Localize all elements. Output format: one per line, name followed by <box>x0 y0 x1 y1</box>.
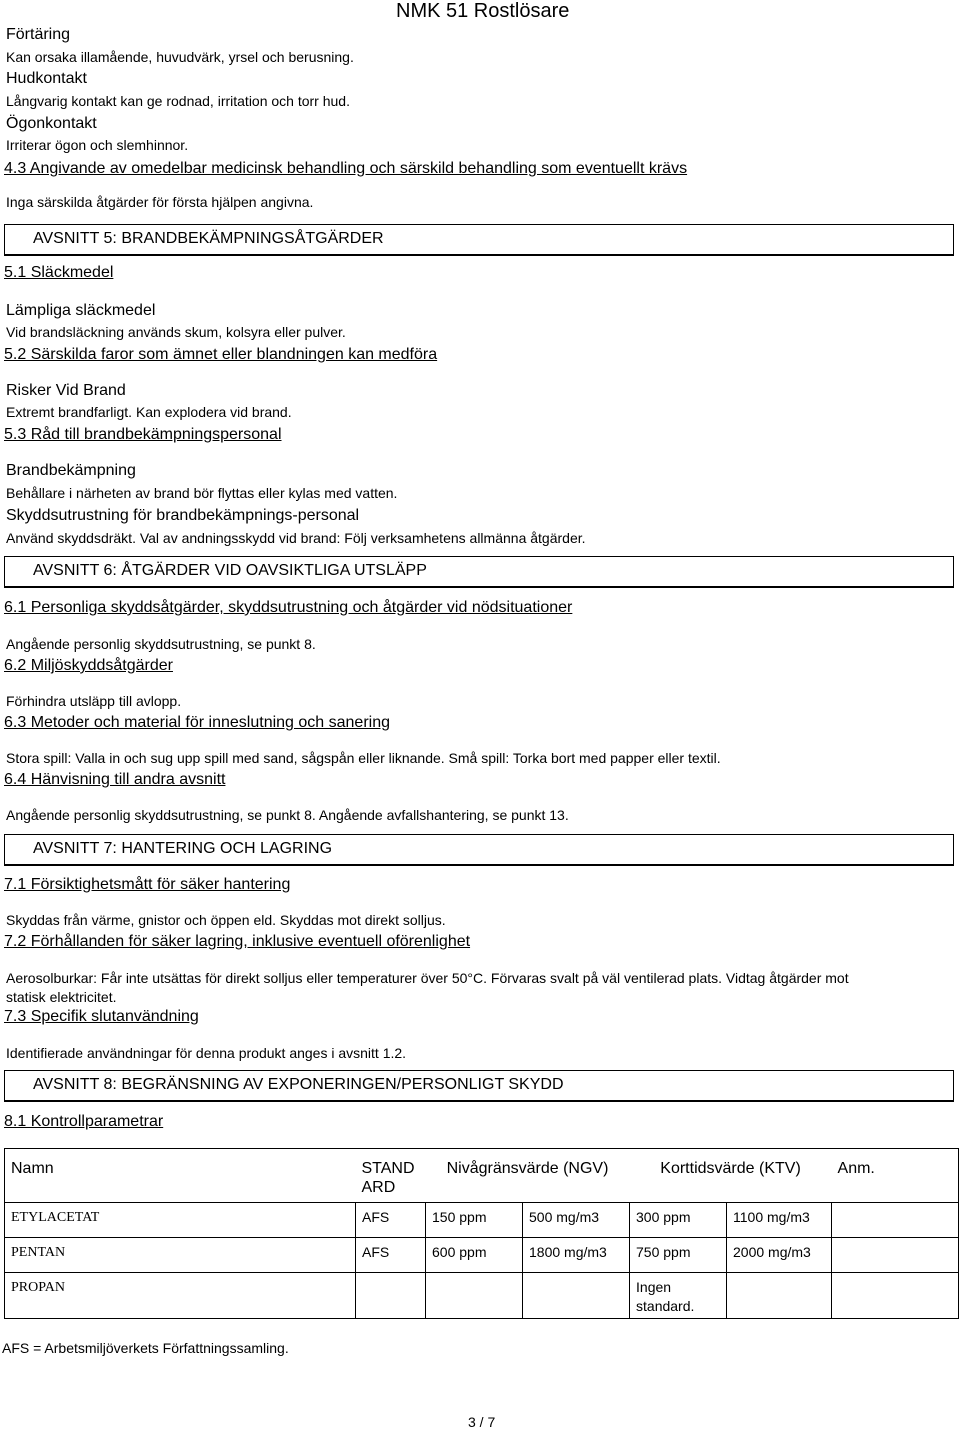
section-7-header <box>4 834 954 866</box>
ingestion-label: Förtäring <box>6 26 71 43</box>
table-header-row <box>5 1149 959 1203</box>
subsection-6-3-heading: 6.3 Metoder och material för inneslutning och sanering <box>4 714 390 731</box>
cell-ngv-ppm <box>426 1273 523 1319</box>
subsection-6-4-text: Angående personlig skyddsutrustning, se punkt 8. Angående avfallshantering, se punkt 13. <box>6 807 569 823</box>
subsection-5-1-heading: 5.1 Släckmedel <box>4 264 114 281</box>
subsection-6-2-text: Förhindra utsläpp till avlopp. <box>6 693 182 709</box>
firefighting-text: Behållare i närheten av brand bör flyttas eller kylas med vatten. <box>6 485 398 501</box>
ingestion-text: Kan orsaka illamående, huvudvärk, yrsel och berusning. <box>6 49 354 65</box>
cell-ngv-mg: 500 mg/m3 <box>523 1203 630 1238</box>
subsection-7-1-heading: 7.1 Försiktighetsmått för säker hantering <box>4 876 291 893</box>
cell-ngv-ppm: 600 ppm <box>426 1238 523 1273</box>
cell-ktv-ppm: Ingen standard. <box>630 1273 727 1319</box>
subsection-6-4-heading: 6.4 Hänvisning till andra avsnitt <box>4 771 226 788</box>
table-row <box>5 1203 959 1238</box>
cell-ngv-mg <box>523 1273 630 1319</box>
cell-note <box>832 1238 959 1273</box>
cell-note <box>832 1273 959 1319</box>
subsection-6-1-heading: 6.1 Personliga skyddsåtgärder, skyddsutrustning och åtgärder vid nödsituationer <box>4 599 573 616</box>
fire-risks-label: Risker Vid Brand <box>6 382 126 399</box>
header-standard: STAND ARD <box>356 1149 426 1203</box>
subsection-6-3-text: Stora spill: Valla in och sug upp spill med sand, sågspån eller liknande. Små spill: Torka bort med papper eller textil. <box>6 750 721 766</box>
protective-equipment-label: Skyddsutrustning för brandbekämpnings-personal <box>6 507 360 524</box>
subsection-7-2-text-line1: Aerosolburkar: Får inte utsättas för direkt solljus eller temperaturer över 50°C. Förvaras svalt på väl ventilerad plats. Vidtag åtgärder mot <box>6 970 849 986</box>
protective-equipment-text: Använd skyddsdräkt. Val av andningsskydd vid brand: Följ verksamhetens allmänna åtgärder. <box>6 530 586 546</box>
cell-ktv-mg: 1100 mg/m3 <box>727 1203 832 1238</box>
section-6-header <box>4 556 954 588</box>
skin-contact-text: Långvarig kontakt kan ge rodnad, irritation och torr hud. <box>6 93 350 109</box>
table-row <box>5 1238 959 1273</box>
cell-ktv-mg <box>727 1273 832 1319</box>
subsection-7-1-text: Skyddas från värme, gnistor och öppen eld. Skyddas mot direkt solljus. <box>6 912 446 928</box>
extinguishing-media-text: Vid brandsläckning används skum, kolsyra eller pulver. <box>6 324 346 340</box>
extinguishing-media-label: Lämpliga släckmedel <box>6 302 156 319</box>
subsection-5-3-heading: 5.3 Råd till brandbekämpningspersonal <box>4 426 282 443</box>
subsection-4-3-heading: 4.3 Angivande av omedelbar medicinsk behandling och särskild behandling som eventuellt krävs <box>4 160 688 177</box>
section-7-title: AVSNITT 7: HANTERING OCH LAGRING <box>33 840 333 857</box>
subsection-4-3-text: Inga särskilda åtgärder för första hjälpen angivna. <box>6 194 314 210</box>
document-title: NMK 51 Rostlösare <box>396 0 570 22</box>
cell-ktv-mg: 2000 mg/m3 <box>727 1238 832 1273</box>
subsection-7-2-text-line2: statisk elektricitet. <box>6 989 117 1005</box>
section-8-title: AVSNITT 8: BEGRÄNSNING AV EXPONERINGEN/PERSONLIGT SKYDD <box>33 1076 564 1093</box>
skin-contact-label: Hudkontakt <box>6 70 87 87</box>
subsection-7-2-heading: 7.2 Förhållanden för säker lagring, inklusive eventuell oförenlighet <box>4 933 471 950</box>
afs-footnote: AFS = Arbetsmiljöverkets Författningssamling. <box>2 1340 289 1356</box>
subsection-6-2-heading: 6.2 Miljöskyddsåtgärder <box>4 657 173 674</box>
page-number: 3 / 7 <box>468 1414 496 1430</box>
cell-ngv-ppm: 150 ppm <box>426 1203 523 1238</box>
table-row <box>5 1273 959 1319</box>
cell-name: PROPAN <box>5 1273 356 1319</box>
cell-name: PENTAN <box>5 1238 356 1273</box>
section-8-header <box>4 1070 954 1102</box>
subsection-7-3-text: Identifierade användningar för denna produkt anges i avsnitt 1.2. <box>6 1045 407 1061</box>
exposure-limits-table <box>4 1148 959 1319</box>
subsection-8-1-heading: 8.1 Kontrollparametrar <box>4 1113 164 1130</box>
cell-standard <box>356 1273 426 1319</box>
section-6-title: AVSNITT 6: ÅTGÄRDER VID OAVSIKTLIGA UTSLÄPP <box>33 562 427 579</box>
cell-ngv-mg: 1800 mg/m3 <box>523 1238 630 1273</box>
header-note: Anm. <box>832 1149 959 1203</box>
cell-standard: AFS <box>356 1203 426 1238</box>
cell-name: ETYLACETAT <box>5 1203 356 1238</box>
section-5-header <box>4 224 954 256</box>
subsection-5-2-heading: 5.2 Särskilda faror som ämnet eller blandningen kan medföra <box>4 346 438 363</box>
fire-risks-text: Extremt brandfarligt. Kan explodera vid brand. <box>6 404 292 420</box>
eye-contact-text: Irriterar ögon och slemhinnor. <box>6 137 189 153</box>
section-5-title: AVSNITT 5: BRANDBEKÄMPNINGSÅTGÄRDER <box>33 230 384 247</box>
firefighting-label: Brandbekämpning <box>6 462 136 479</box>
header-ktv: Korttidsvärde (KTV) <box>630 1149 832 1203</box>
cell-standard: AFS <box>356 1238 426 1273</box>
cell-ktv-ppm: 750 ppm <box>630 1238 727 1273</box>
cell-note <box>832 1203 959 1238</box>
subsection-6-1-text: Angående personlig skyddsutrustning, se punkt 8. <box>6 636 316 652</box>
header-name: Namn <box>5 1149 356 1203</box>
cell-ktv-ppm: 300 ppm <box>630 1203 727 1238</box>
eye-contact-label: Ögonkontakt <box>6 115 97 132</box>
header-ngv: Nivågränsvärde (NGV) <box>426 1149 630 1203</box>
subsection-7-3-heading: 7.3 Specifik slutanvändning <box>4 1008 199 1025</box>
